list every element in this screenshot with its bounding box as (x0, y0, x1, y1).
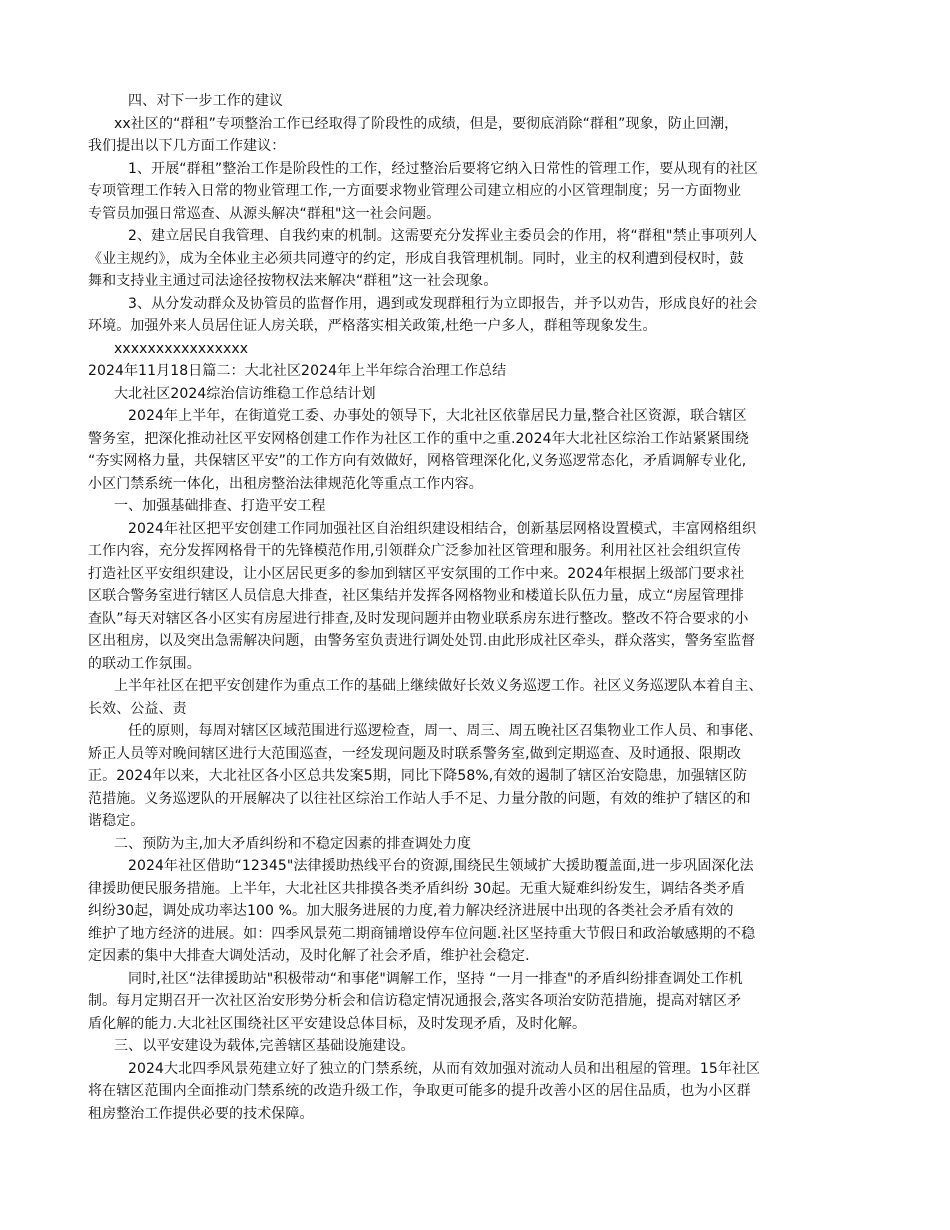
signature-placeholder: xxxxxxxxxxxxxxxx (114, 340, 249, 357)
paragraph-line: 谐稳定。 (88, 813, 145, 829)
paragraph-line: 律援助便民服务措施。上半年，大北社区共排摸各类矛盾纠纷 30起。无重大疑难纠纷发生，调结各类矛盾 (88, 880, 746, 897)
paragraph-line: 盾化解的能力.大北社区围绕社区平安建设总体目标，及时发现矛盾，及时化解。 (88, 1015, 587, 1032)
paragraph-line: 3、从分发动群众及协管员的监督作用，遇到或发现群租行为立即报告，并予以劝告，形成良好的社会 (128, 295, 758, 312)
section-heading: 四、对下一步工作的建议 (128, 93, 284, 109)
paragraph-line: 区出租房，以及突出急需解决问题，由警务室负责进行调处处罚.由此形成社区牵头，群众落实，警务室监督 (88, 633, 756, 649)
paragraph-line: “夯实网格力量，共保辖区平安”的工作方向有效做好，网格管理深化化,义务巡逻常态化，矛盾调解专业化, (88, 453, 747, 469)
doc-subtitle: 大北社区2024综治信访维稳工作总结计划 (114, 385, 376, 402)
paragraph-line: 2、建立居民自我管理、自我约束的机制。这需要充分发挥业主委员会的作用，将“群租"禁止事项列人 (128, 228, 758, 244)
paragraph-line: 矫正人员等对晚间辖区进行大范围巡查，一经发现问题及时联系警务室,做到定期巡查、及时通报、限期改 (88, 745, 742, 762)
paragraph-line: 任的原则，每周对辖区区域范围进行巡逻检查，周一、周三、周五晚社区召集物业工作人员、和事佬、 (128, 723, 763, 739)
paragraph-line: 范措施。义务巡逻队的开展解决了以往社区综治工作站人手不足、力量分散的问题，有效的维护了辖区的和 (88, 790, 751, 807)
paragraph-line: xx社区的“群租”专项整治工作已经取得了阶段性的成绩，但是，要彻底消除“群租”现象，防止回潮， (114, 115, 739, 132)
document-body (88, 90, 868, 1125)
paragraph-line: 工作内容，充分发挥网格骨干的先锋模范作用,引领群众广泛参加社区管理和服务。利用社区社会组织宣传 (88, 543, 742, 559)
paragraph-line: 舞和支持业主通过司法途径按物权法来解决“群租”这一社会现象。 (88, 273, 498, 289)
paragraph-line: 专管员加强日常巡查、从源头解决“群租"这一社会问题。 (88, 205, 441, 222)
paragraph-line: 的联动工作氛围。 (88, 655, 201, 672)
paragraph-line: 同时,社区“法律援助站"积极带动“和事佬"调解工作，坚持 “一月一排查"的矛盾纠纷排查调处工作机 (128, 970, 743, 987)
paragraph-line: 正。2024年以来，大北社区各小区总共发案5期，同比下降58%,有效的遏制了辖区治安隐患，加强辖区防 (88, 768, 748, 784)
paragraph-line: 环境。加强外来人员居住证人房关联，严格落实相关政策,杜绝一户多人，群租等现象发生。 (88, 318, 657, 334)
paragraph-line: 《业主规约》，成为全体业主必须共同遵守的约定，形成自我管理机制。同时，业主的权利遭到侵权时，鼓 (88, 250, 744, 267)
paragraph-line: 2024年社区把平安创建工作同加强社区自治组织建设相结合，创新基层网格设置模式，丰富网格组织 (128, 520, 757, 537)
paragraph-line: 长效、公益、责 (88, 700, 187, 717)
paragraph-line: 租房整治工作提供必要的技术保障。 (88, 1105, 314, 1122)
section-heading: 三、以平安建设为载体,完善辖区基础设施建设。 (114, 1038, 415, 1054)
paragraph-line: 小区门禁系统一体化，出租房整治法律规范化等重点工作内容。 (88, 475, 483, 492)
paragraph-line: 上半年社区在把平安创建作为重点工作的基础上继续做好长效义务巡逻工作。社区义务巡逻队本着自主、 (114, 678, 763, 694)
paragraph-line: 警务室，把深化推动社区平安网格创建工作作为社区工作的重中之重.2024年大北社区综治工作站紧紧围绕 (88, 430, 749, 447)
paragraph-line: 2024大北四季风景苑建立好了独立的门禁系统，从而有效加强对流动人员和出租屋的管理。15年社区 (128, 1060, 761, 1077)
paragraph-line: 制。每月定期召开一次社区治安形势分析会和信访稳定情况通报会,落实各项治安防范措施，提高对辖区矛 (88, 993, 742, 1009)
paragraph-line: 我们提出以下几方面工作建议： (88, 138, 286, 154)
paragraph-line: 2024年上半年，在街道党工委、办事处的领导下，大北社区依靠居民力量,整合社区资源，联合辖区 (128, 408, 747, 424)
paragraph-line: 定因素的集中大排查大调处活动，及时化解了社会矛盾，维护社会稳定. (88, 948, 530, 964)
paragraph-line: 查队”每天对辖区各小区实有房屋进行排查,及时发现问题并由物业联系房东进行整改。整改不符合要求的小 (88, 610, 749, 627)
date-title-line: 2024年11月18日篇二：大北社区2024年上半年综合治理工作总结 (88, 363, 507, 379)
paragraph-line: 将在辖区范围内全面推动门禁系统的改造升级工作，争取更可能多的提升改善小区的居住品质，也为小区群 (88, 1083, 751, 1099)
paragraph-line: 专项管理工作转入日常的物业管理工作,一方面要求物业管理公司建立相应的小区管理制度；另一方面物业 (88, 183, 742, 199)
section-heading: 二、预防为主,加大矛盾纠纷和不稳定因素的排查调处力度 (114, 835, 472, 852)
section-heading: 一、加强基础排查、打造平安工程 (114, 498, 326, 514)
paragraph-line: 打造社区平安组织建设，让小区居民更多的参加到辖区平安氛围的工作中来。2024年根据上级部门要求社 (88, 565, 745, 582)
paragraph-line: 纠纷30起，调处成功率达100 %。加大服务进展的力度,着力解决经济进展中出现的各类社会矛盾有效的 (88, 903, 734, 919)
paragraph-line: 2024年社区借助“12345"法律援助热线平台的资源,围绕民生领域扩大援助覆盖面,进一步巩固深化法 (128, 858, 754, 874)
paragraph-line: 维护了地方经济的进展。如：四季风景苑二期商铺增设停车位问题.社区坚持重大节假日和政治敏感期的不稳 (88, 925, 756, 942)
paragraph-line: 区联合警务室进行辖区人员信息大排查，社区集结并发挥各网格物业和楼道长队伍力量，成立“房屋管理排 (88, 588, 744, 604)
paragraph-line: 1、开展“群租”整治工作是阶段性的工作，经过整治后要将它纳入日常性的管理工作，要从现有的社区 (128, 160, 759, 177)
